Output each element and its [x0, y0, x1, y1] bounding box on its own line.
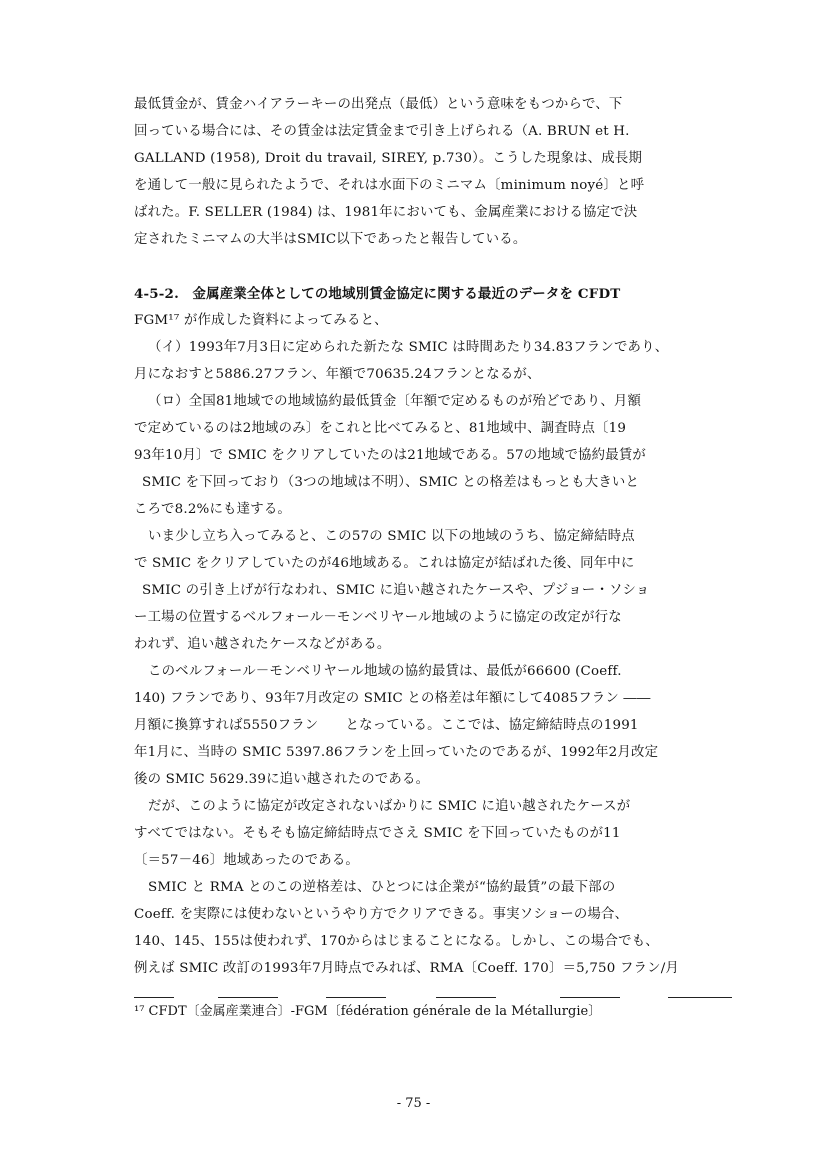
page-number: - 75 - [396, 1096, 431, 1111]
text-line: で定めているのは2地域のみ〕をこれと比べてみると、81地域中、調査時点〔19 [134, 421, 627, 436]
text-line: 140) フランであり、93年7月改定の SMIC との格差は年額にして4085フラン ―― [134, 691, 651, 706]
footnote-rule [326, 997, 386, 998]
text-line: 140、145、155は使われず、170からはじまることになる。しかし、この場合でも、 [134, 934, 659, 949]
text-line: 例えば SMIC 改訂の1993年7月時点でみれば、RMA〔Coeff. 170〕＝5,750 フラン/月 [134, 961, 680, 976]
text-line: SMIC を下回っており（3つの地域は不明）、SMIC との格差はもっとも大きいと [142, 475, 640, 490]
text-line: このベルフォール－モンベリヤール地域の協約最賃は、最低が66600 (Coeff. [148, 664, 622, 679]
text-line: われず、追い越されたケースなどがある。 [134, 637, 391, 652]
text-line: で SMIC をクリアしていたのが46地域ある。これは協定が結ばれた後、同年中に [134, 556, 635, 571]
text-line: 最低賃金が、賃金ハイアラーキーの出発点（最低）という意味をもつからで、下 [134, 97, 623, 112]
footnote: ¹⁷ CFDT〔金属産業連合〕-FGM〔fédération générale de la Métallurgie〕 [134, 1004, 602, 1019]
text-line: 93年10月〕で SMIC をクリアしていたのは21地域である。57の地域で協約最賃が [134, 448, 647, 463]
text-line: 月になおすと5886.27フラン、年額で70635.24フランとなるが、 [134, 367, 541, 382]
text-line: すべてではない。そもそも協定締結時点でさえ SMIC を下回っていたものが11 [134, 826, 621, 841]
text-line: ばれた。F. SELLER (1984) は、1981年においても、金属産業における協定で決 [134, 205, 638, 220]
text-line: いま少し立ち入ってみると、この57の SMIC 以下の地域のうち、協定締結時点 [148, 529, 635, 544]
text-line: Coeff. を実際には使わないというやり方でクリアできる。事実ソショーの場合、 [134, 907, 629, 922]
section-heading: 4-5-2. 金属産業全体としての地域別賃金協定に関する最近のデータを CFDT [134, 286, 621, 302]
text-line: 回っている場合には、その賃金は法定賃金まで引き上げられる（A. BRUN et H. [134, 124, 630, 139]
text-line: ー工場の位置するベルフォール－モンベリヤール地域のように協定の改定が行な [134, 610, 622, 625]
text-line: だが、このように協定が改定されないばかりに SMIC に追い越されたケースが [148, 799, 631, 814]
text-line: 定されたミニマムの大半はSMIC以下であったと報告している。 [134, 232, 527, 247]
footnote-rule [134, 997, 174, 998]
text-line: SMIC の引き上げが行なわれ、SMIC に追い越されたケースや、プジョー・ソショ [142, 583, 650, 598]
text-line: ころで8.2%にも達する。 [134, 502, 292, 517]
text-line: 後の SMIC 5629.39に追い越されたのである。 [134, 772, 430, 787]
footnote-rule [436, 997, 496, 998]
text-line: FGM¹⁷ が作成した資料によってみると、 [134, 313, 388, 328]
footnote-rule [560, 997, 620, 998]
text-line: （イ）1993年7月3日に定められた新たな SMIC は時間あたり34.83フランであり、 [148, 340, 669, 355]
footnote-rule [218, 997, 278, 998]
text-line: SMIC と RMA とのこの逆格差は、ひとつには企業が“協約最賃”の最下部の [148, 880, 616, 895]
text-line: 年1月に、当時の SMIC 5397.86フランを上回っていたのであるが、1992年2月改定 [134, 745, 659, 760]
text-line: 〔＝57－46〕地域あったのである。 [134, 853, 360, 868]
text-line: 月額に換算すれば5550フラン となっている。ここでは、協定締結時点の1991 [134, 718, 639, 733]
footnote-rule [668, 997, 732, 998]
text-line: GALLAND (1958), Droit du travail, SIREY, p.730）。こうした現象は、成長期 [134, 151, 643, 166]
text-line: （ロ）全国81地域での地域協約最低賃金〔年額で定めるものが殆どであり、月額 [148, 394, 642, 409]
text-line: を通して一般に見られたようで、それは水面下のミニマム〔minimum noyé〕と呼 [134, 178, 645, 193]
